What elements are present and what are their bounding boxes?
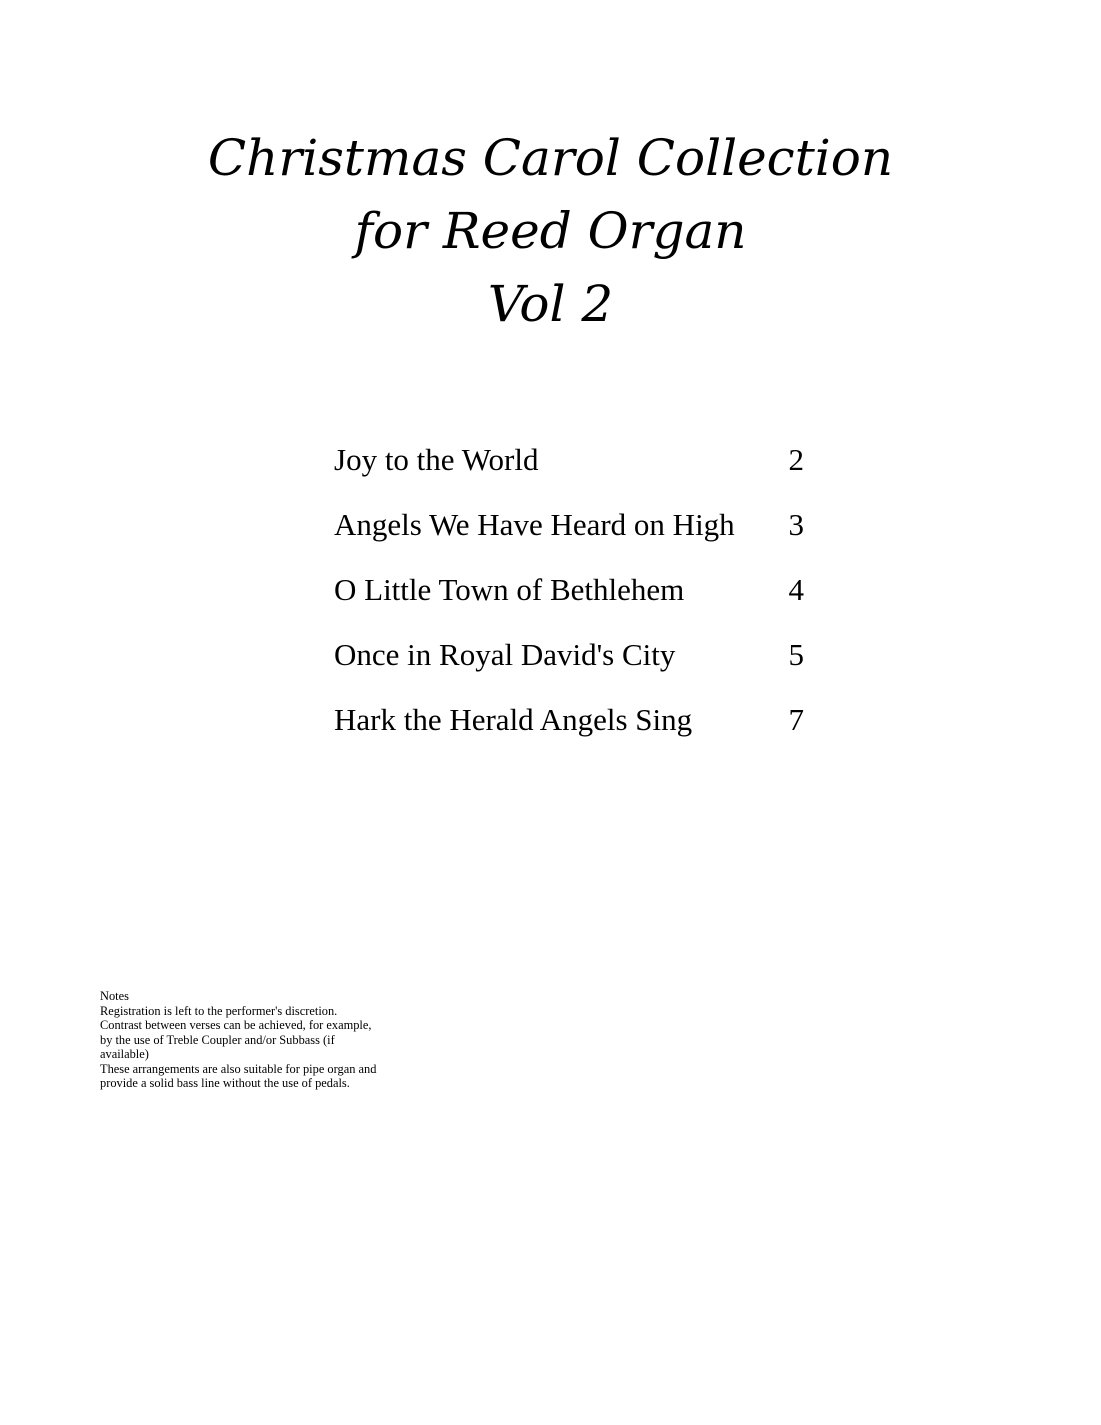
toc-entry-page: 5 <box>788 637 804 672</box>
toc-entry-page: 7 <box>788 702 804 737</box>
toc-entry-page: 2 <box>788 442 804 477</box>
document-title <box>0 122 1101 341</box>
notes-line: available) <box>100 1047 149 1061</box>
toc-entry-title: O Little Town of Bethlehem <box>334 572 685 607</box>
toc-entry-page: 3 <box>788 507 804 542</box>
toc-entry-title: Angels We Have Heard on High <box>334 507 735 542</box>
title-line: Christmas Carol Collection <box>207 129 894 187</box>
notes-line: Registration is left to the performer's discretion. <box>100 1003 338 1018</box>
notes-section <box>100 989 430 1091</box>
toc-entry-title: Joy to the World <box>334 442 539 477</box>
toc-entry <box>334 698 814 763</box>
toc-entry <box>334 503 814 568</box>
toc-entry <box>334 568 814 633</box>
toc-entry-page: 4 <box>788 572 804 607</box>
table-of-contents <box>334 438 814 763</box>
notes-line: Contrast between verses can be achieved, for example, <box>100 1018 372 1032</box>
toc-entry-title: Once in Royal David's City <box>334 637 676 672</box>
toc-entry-title: Hark the Herald Angels Sing <box>334 702 693 737</box>
toc-entry <box>334 633 814 698</box>
toc-entry <box>334 438 814 503</box>
notes-heading: Notes <box>100 989 129 1003</box>
notes-line: provide a solid bass line without the use of pedals. <box>100 1076 350 1090</box>
notes-line: These arrangements are also suitable for pipe organ and <box>100 1061 377 1076</box>
notes-line: by the use of Treble Coupler and/or Subbass (if <box>100 1032 335 1047</box>
title-line: for Reed Organ <box>354 202 747 260</box>
title-line: Vol 2 <box>487 275 614 333</box>
